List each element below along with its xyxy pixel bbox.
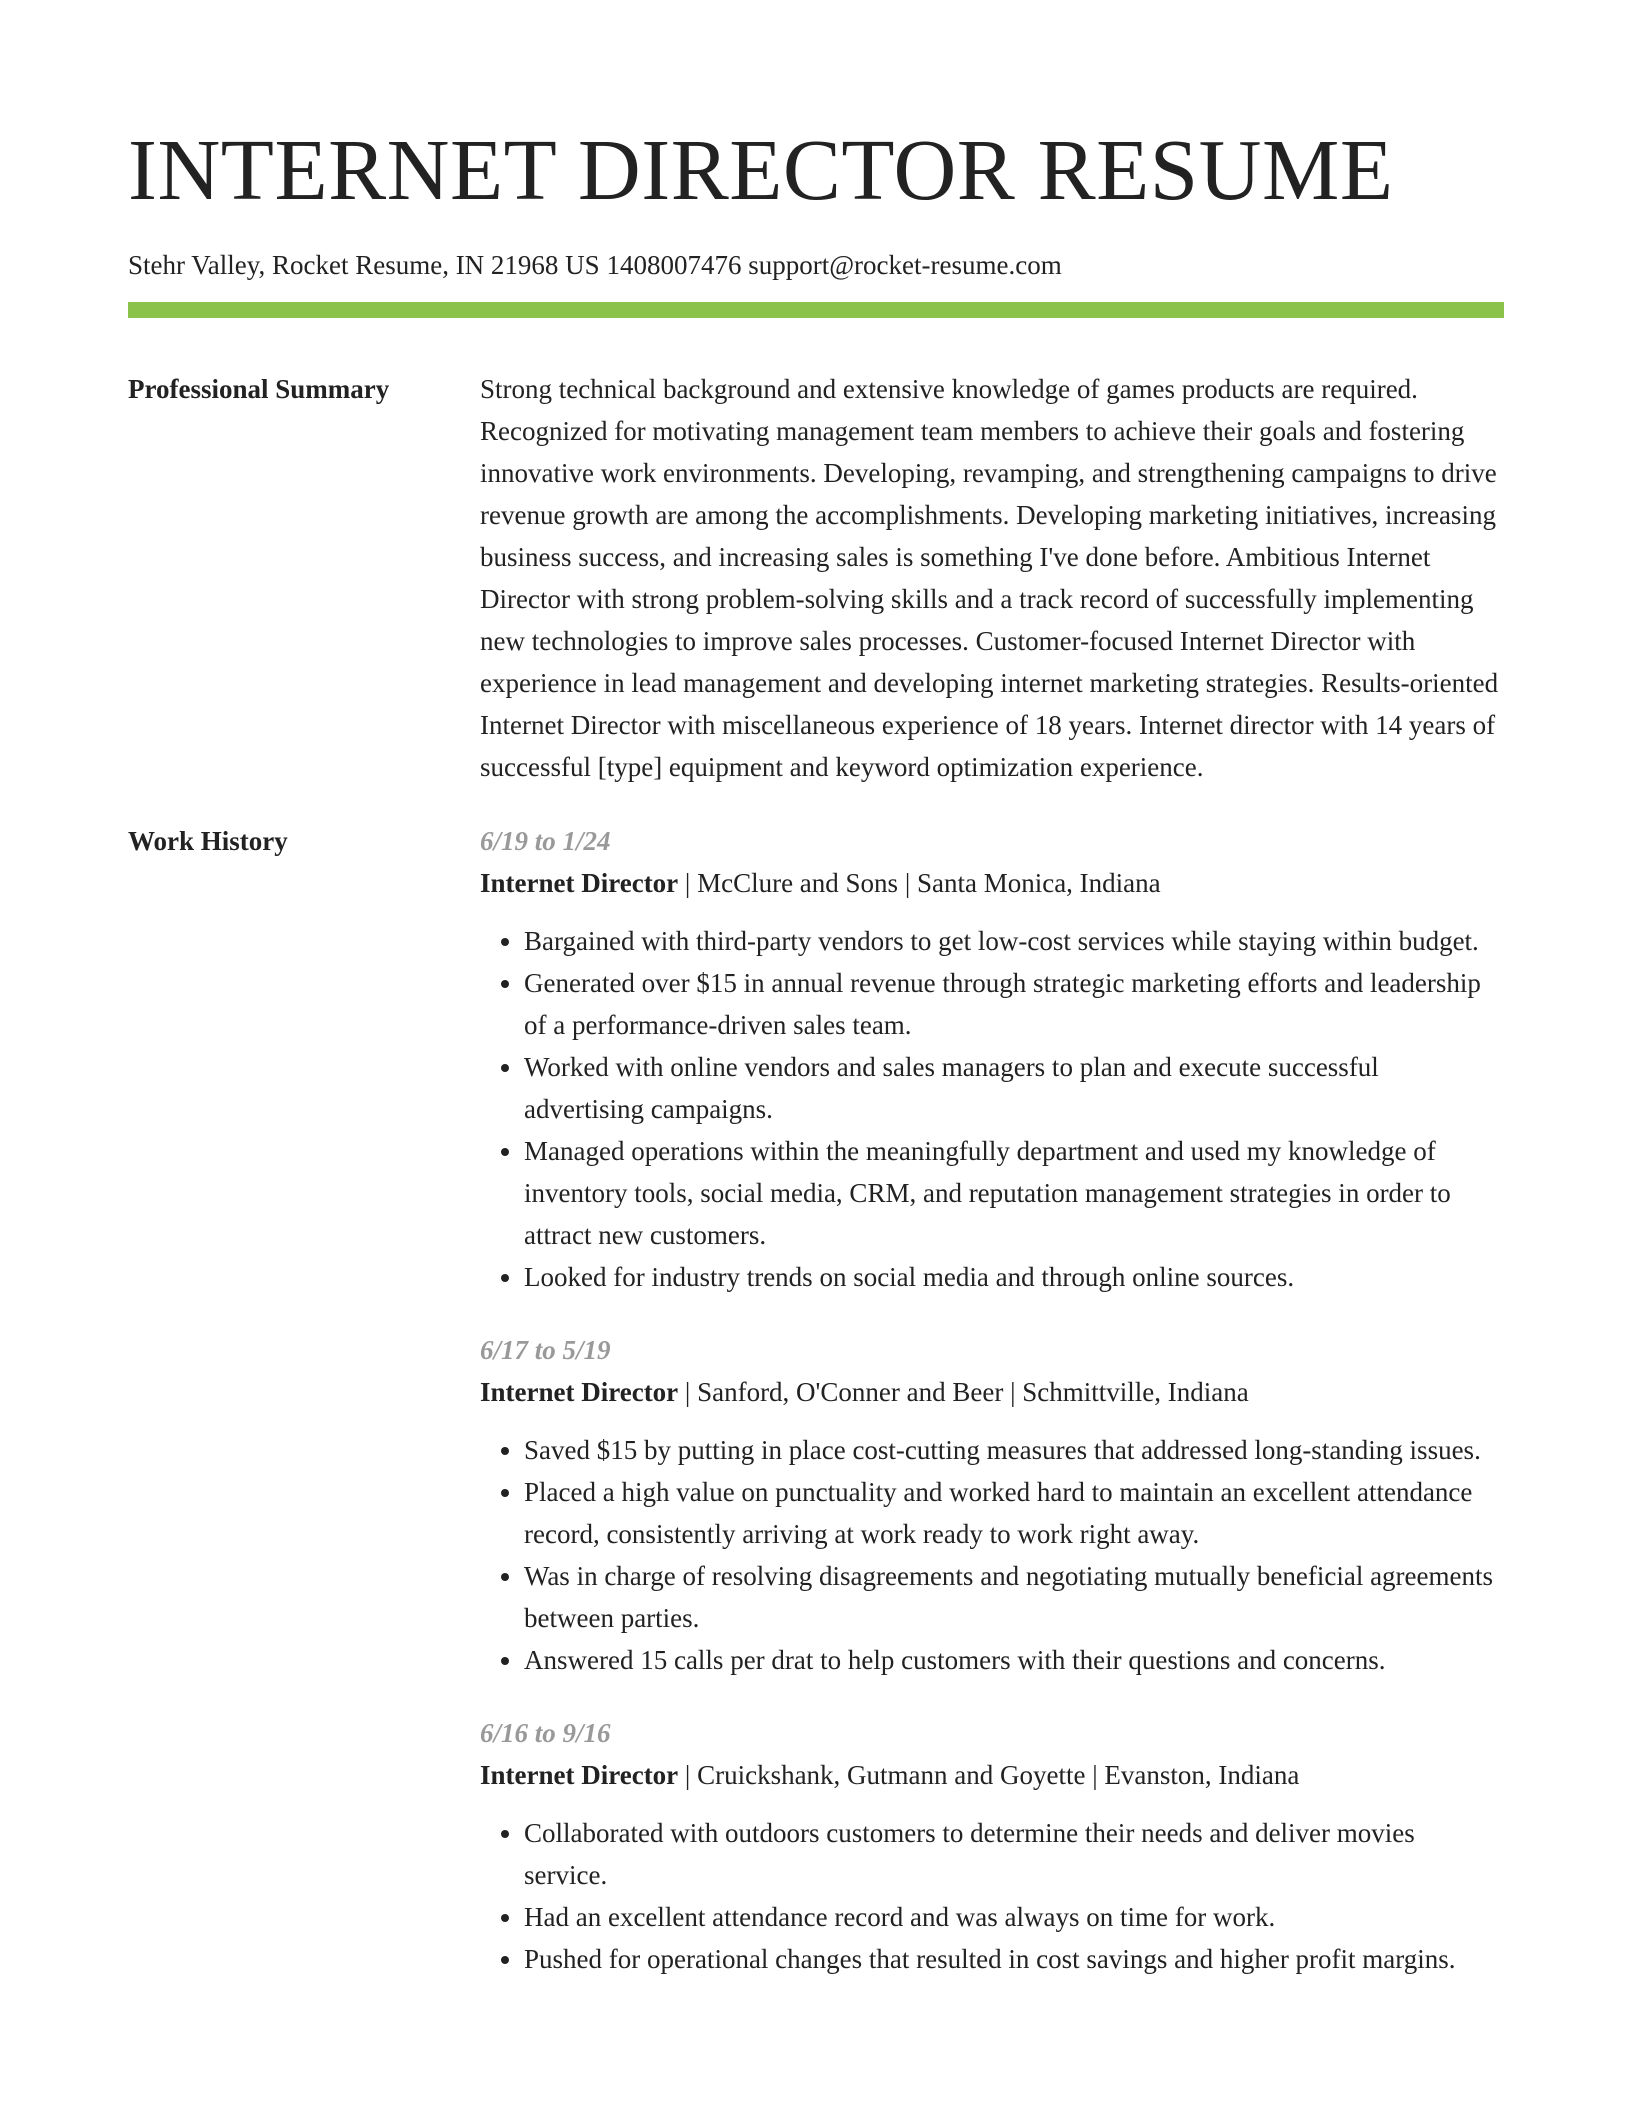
job-bullets <box>480 1429 1504 1681</box>
job-entry <box>480 820 1504 1298</box>
job-separator: | <box>678 1760 698 1790</box>
job-separator: | <box>1003 1377 1023 1407</box>
job-dates: 6/17 to 5/19 <box>480 1335 611 1365</box>
job-heading <box>480 862 1504 904</box>
job-separator: | <box>678 1377 698 1407</box>
job-dates: 6/16 to 9/16 <box>480 1718 611 1748</box>
job-bullet: • Was in charge of resolving disagreements and negotiating mutually beneficial agreements between parties. <box>524 1555 1504 1639</box>
professional-summary-text: Strong technical background and extensive knowledge of games products are required. Recognized for motivating management team members to achieve their goals and fostering innovative work environments. Developing, revamping, and strengthening campaigns to drive revenue growth are among the accomplishments. Developing marketing initiatives, increasing business success, and increasing sales is something I've done before. Ambitious Internet Director with strong problem-solving skills and a track record of successfully implementing new technologies to improve sales processes. Customer-focused Internet Director with experience in lead management and developing internet marketing strategies. Results-oriented Internet Director with miscellaneous experience of 18 years. Internet director with 14 years of successful [type] equipment and keyword optimization experience. <box>480 374 1499 782</box>
job-title: Internet Director <box>480 1377 679 1407</box>
resume-page <box>128 0 1504 2011</box>
job-separator: | <box>1085 1760 1105 1790</box>
job-bullet: • Placed a high value on punctuality and worked hard to maintain an excellent attendance record, consistently arriving at work ready to work right away. <box>524 1471 1504 1555</box>
job-entry <box>480 1329 1504 1681</box>
job-bullet: • Looked for industry trends on social media and through online sources. <box>524 1256 1504 1298</box>
job-bullet: • Managed operations within the meaningfully department and used my knowledge of inventory tools, social media, CRM, and reputation management strategies in order to attract new customers. <box>524 1130 1504 1256</box>
job-bullet: • Had an excellent attendance record and was always on time for work. <box>524 1896 1504 1938</box>
job-company: Cruickshank, Gutmann and Goyette <box>697 1760 1086 1790</box>
header-divider <box>128 302 1504 318</box>
resume-title: INTERNET DIRECTOR RESUME <box>128 121 1394 218</box>
job-bullets <box>480 1812 1504 1980</box>
job-bullet: • Generated over $15 in annual revenue through strategic marketing efforts and leadership of a performance-driven sales team. <box>524 962 1504 1046</box>
job-company: Sanford, O'Conner and Beer <box>697 1377 1004 1407</box>
work-history-section <box>128 820 1504 2011</box>
job-bullet: • Answered 15 calls per drat to help customers with their questions and concerns. <box>524 1639 1504 1681</box>
job-company: McClure and Sons <box>697 868 899 898</box>
job-title: Internet Director <box>480 1760 679 1790</box>
contact-line: Stehr Valley, Rocket Resume, IN 21968 US 1408007476 support@rocket-resume.com <box>128 250 1062 280</box>
job-bullet: • Saved $15 by putting in place cost-cutting measures that addressed long-standing issues. <box>524 1429 1504 1471</box>
job-heading <box>480 1371 1504 1413</box>
job-bullet: • Pushed for operational changes that resulted in cost savings and higher profit margins. <box>524 1938 1504 1980</box>
professional-summary-heading: Professional Summary <box>128 374 390 404</box>
job-heading <box>480 1754 1504 1796</box>
job-dates: 6/19 to 1/24 <box>480 826 611 856</box>
work-history-list <box>480 820 1504 2011</box>
job-location: Schmittville, Indiana <box>1022 1377 1249 1407</box>
job-bullet: • Collaborated with outdoors customers to determine their needs and deliver movies service. <box>524 1812 1504 1896</box>
professional-summary-section <box>128 368 1504 788</box>
job-entry <box>480 1712 1504 1980</box>
job-location: Santa Monica, Indiana <box>916 868 1161 898</box>
job-bullet: • Bargained with third-party vendors to get low-cost services while staying within budget. <box>524 920 1504 962</box>
job-separator: | <box>898 868 917 898</box>
job-title: Internet Director <box>480 868 679 898</box>
job-location: Evanston, Indiana <box>1104 1760 1300 1790</box>
work-history-heading: Work History <box>128 826 288 856</box>
job-bullets <box>480 920 1504 1298</box>
job-bullet: • Worked with online vendors and sales managers to plan and execute successful advertising campaigns. <box>524 1046 1504 1130</box>
job-separator: | <box>678 868 698 898</box>
